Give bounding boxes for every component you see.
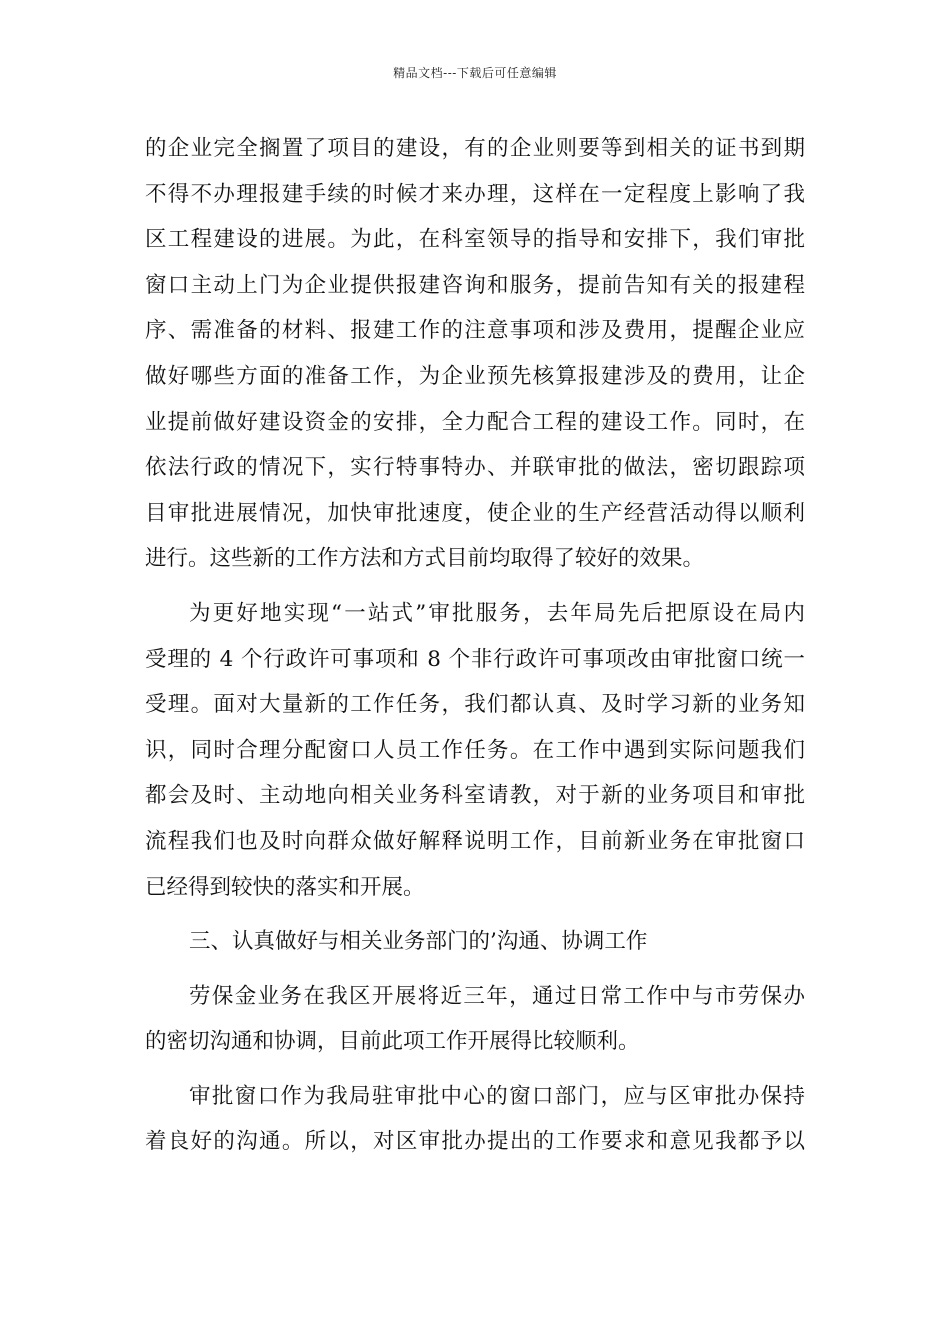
paragraph-first-line: 审批窗口作为我局驻审批中心的窗口部门，应与区审批办保持 <box>189 1083 805 1109</box>
text-line: 的企业完全搁置了项目的建设，有的企业则要等到相关的证书到期 <box>145 136 805 161</box>
text-line: 已经得到较快的落实和开展。 <box>145 874 425 900</box>
text-line: 着良好的沟通。所以，对区审批办提出的工作要求和意见我都予以 <box>145 1129 805 1155</box>
section-heading: 三、认真做好与相关业务部门的’沟通、协调工作 <box>189 929 648 955</box>
text-line: 的密切沟通和协调，目前此项工作开展得比较顺利。 <box>145 1029 640 1055</box>
paragraph-first-line: 劳保金业务在我区开展将近三年，通过日常工作中与市劳保办 <box>189 983 805 1009</box>
paragraph-first-line: 为更好地实现“一站式”审批服务，去年局先后把原设在局内 <box>189 600 805 626</box>
text-line: 流程我们也及时向群众做好解释说明工作，目前新业务在审批窗口 <box>145 828 805 854</box>
text-line: 窗口主动上门为企业提供报建咨询和服务，提前告知有关的报建程 <box>145 272 805 298</box>
text-line: 识，同时合理分配窗口人员工作任务。在工作中遇到实际问题我们 <box>145 737 805 763</box>
text-line: 依法行政的情况下，实行特事特办、并联审批的做法，密切跟踪项 <box>145 455 805 481</box>
text-line: 业提前做好建设资金的安排，全力配合工程的建设工作。同时，在 <box>145 409 805 435</box>
text-line: 进行。这些新的工作方法和方式目前均取得了较好的效果。 <box>145 546 705 572</box>
text-line: 区工程建设的进展。为此，在科室领导的指导和安排下，我们审批 <box>145 227 805 253</box>
document-body <box>145 130 805 1169</box>
text-line: 做好哪些方面的准备工作，为企业预先核算报建涉及的费用，让企 <box>145 363 805 389</box>
text-line: 受理。面对大量新的工作任务，我们都认真、及时学习新的业务知 <box>145 692 805 718</box>
text-line: 受理的 4 个行政许可事项和 8 个非行政许可事项改由审批窗口统一 <box>145 646 805 672</box>
page-header: 精品文档---下载后可任意编辑 <box>393 66 557 80</box>
text-line: 不得不办理报建手续的时候才来办理，这样在一定程度上影响了我 <box>145 181 805 207</box>
text-line: 序、需准备的材料、报建工作的注意事项和涉及费用，提醒企业应 <box>145 318 805 344</box>
text-line: 目审批进展情况，加快审批速度，使企业的生产经营活动得以顺利 <box>145 500 805 526</box>
text-line: 都会及时、主动地向相关业务科室请教，对于新的业务项目和审批 <box>145 783 805 809</box>
